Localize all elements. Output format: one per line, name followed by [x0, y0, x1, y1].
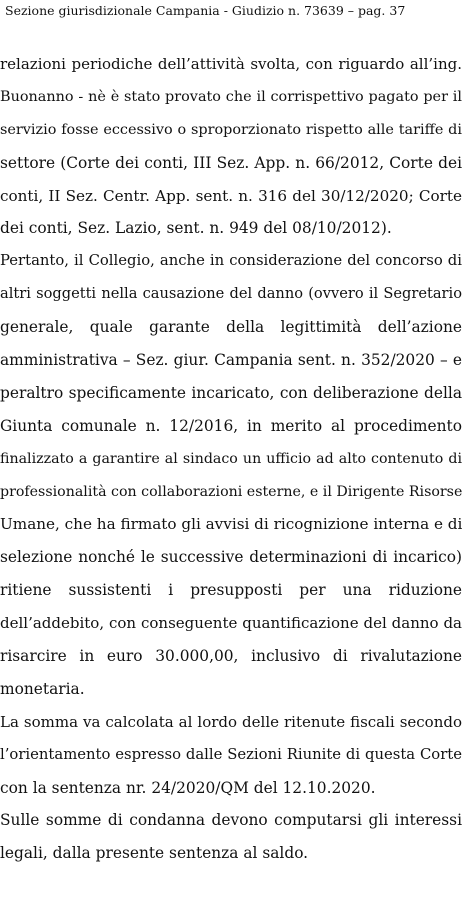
text-line: altri soggetti nella causazione del danno (ovvero il Segretario: [0, 285, 462, 303]
text-line: dell’addebito, con conseguente quantificazione del danno da: [0, 614, 462, 633]
text-line: selezione nonché le successive determinazioni di incarico): [0, 548, 462, 567]
text-line: Sulle somme di condanna devono computarsi gli interessi: [0, 811, 462, 830]
text-line: La somma va calcolata al lordo delle ritenute fiscali secondo: [0, 712, 462, 731]
text-line: settore (Corte dei conti, III Sez. App. n. 66/2012, Corte dei: [0, 153, 462, 172]
text-line: relazioni periodiche dell’attività svolta, con riguardo all’ing.: [0, 55, 462, 73]
text-line: risarcire in euro 30.000,00, inclusivo di rivalutazione: [0, 647, 462, 666]
text-line: con la sentenza nr. 24/2020/QM del 12.10.2020.: [0, 778, 376, 797]
text-line: ritiene sussistenti i presupposti per una riduzione: [0, 581, 462, 600]
text-line: Pertanto, il Collegio, anche in considerazione del concorso di: [0, 252, 462, 270]
text-line: dei conti, Sez. Lazio, sent. n. 949 del 08/10/2012).: [0, 219, 392, 238]
text-line: servizio fosse eccessivo o sproporzionato rispetto alle tariffe di: [0, 121, 462, 138]
text-line: Buonanno - nè è stato provato che il corrispettivo pagato per il: [0, 88, 462, 105]
text-line: finalizzato a garantire al sindaco un ufficio ad alto contenuto di: [0, 450, 462, 467]
text-line: professionalità con collaborazioni esterne, e il Dirigente Risorse: [0, 483, 462, 500]
document-body: [0, 48, 462, 870]
text-line: peraltro specificamente incaricato, con deliberazione della: [0, 383, 462, 402]
page-header: Sezione giurisdizionale Campania - Giudizio n. 73639 – pag. 37: [5, 3, 406, 18]
text-line: amministrativa – Sez. giur. Campania sent. n. 352/2020 – e: [0, 351, 462, 370]
text-line: generale, quale garante della legittimità dell’azione: [0, 318, 462, 337]
text-line: conti, II Sez. Centr. App. sent. n. 316 del 30/12/2020; Corte: [0, 186, 462, 205]
text-line: l’orientamento espresso dalle Sezioni Riunite di questa Corte: [0, 745, 462, 763]
text-line: Giunta comunale n. 12/2016, in merito al procedimento: [0, 416, 462, 435]
text-line: monetaria.: [0, 679, 85, 698]
text-line: Umane, che ha firmato gli avvisi di ricognizione interna e di: [0, 515, 462, 534]
text-line: legali, dalla presente sentenza al saldo.: [0, 844, 309, 863]
